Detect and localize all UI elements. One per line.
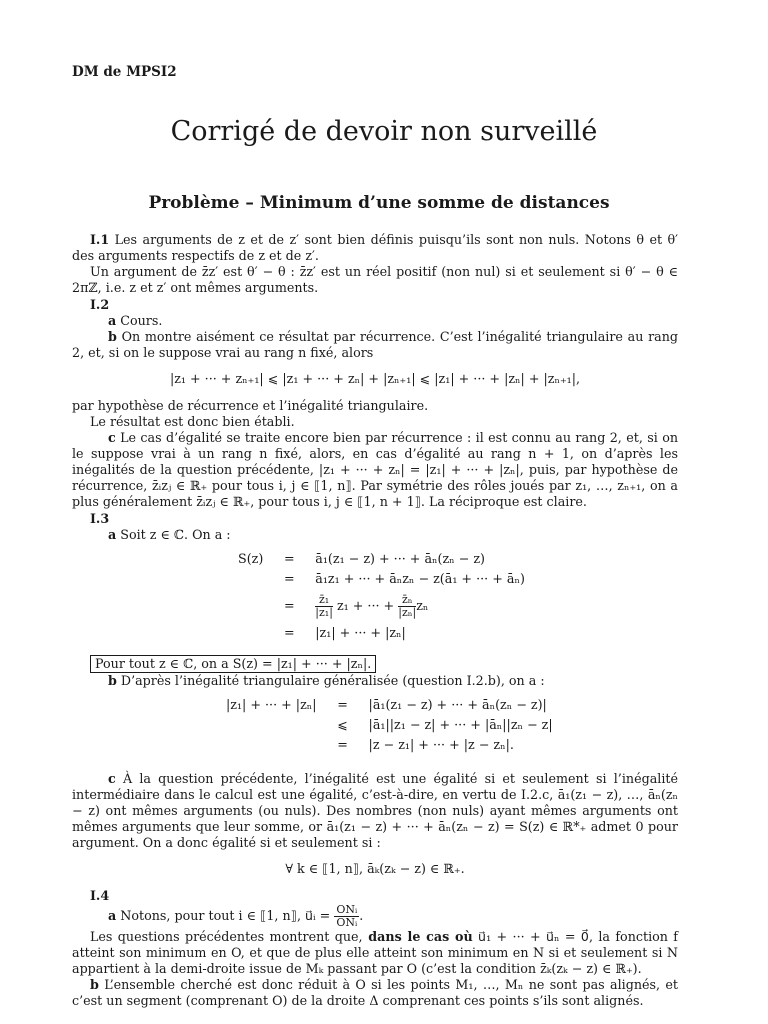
equation-generalized-triangle: |z₁| + ··· + |zₙ| = |ā₁(z₁ − z) + ··· + āₙ(zₙ − z)| ⩽ |ā₁||z₁ − z| + ··· + |āₙ||zₙ − z| = |z − z₁| + ··· + |z − zₙ|. (220, 695, 559, 755)
document-title: Corrigé de devoir non surveillé (170, 116, 598, 147)
eq-s-row1: ā₁(z₁ − z) + ··· + āₙ(zₙ − z) (315, 551, 485, 566)
fraction: $\frac{\text{z̄ₙ}}{\text{|zₙ|}}$ (398, 592, 417, 619)
eq-s-row3: $\frac{\text{z̄₁}}{\text{|z₁|}}$ z₁ + ··· + $\frac{\text{z̄ₙ}}{\text{|zₙ|}}$ zₙ (315, 592, 429, 619)
paragraph-i1: I.1 Les arguments de z et de z′ sont bien définis puisqu’ils sont non nuls. Notons θ et θ′ des arguments respectifs de z et de z′. (72, 232, 678, 263)
eq-s-row2: ā₁z₁ + ··· + āₙzₙ − z(ā₁ + ··· + āₙ) (315, 571, 525, 586)
document-body (72, 232, 678, 1009)
paragraph-i2b-after: par hypothèse de récurrence et l’inégalité triangulaire. (72, 398, 429, 413)
eq-t-lhs: |z₁| + ··· + |zₙ| (226, 697, 317, 712)
section-label-i1: I.1 (90, 232, 110, 247)
eq-t-row2: |ā₁||z₁ − z| + ··· + |āₙ||zₙ − z| (368, 717, 553, 732)
paragraph-i3c: c À la question précédente, l’inégalité est une égalité si et seulement si l’inégalité intermédiaire dans le calcul est une égalité, c’est-à-dire, en vertu de I.2.c, ā₁(z₁ − z), …, āₙ(zₙ − z) ont mêmes arguments (ou nuls). Des nombres (non nuls) ayant mêmes arguments ont mêmes arguments que leur somme, or ā₁(z₁ − z) + ··· + āₙ(zₙ − z) = S(z) ∈ ℝ*₊ admet 0 pour argument. On a donc égalité si et seulement si : (72, 771, 678, 850)
equation-triangle-inequality: |z₁ + ··· + zₙ₊₁| ⩽ |z₁ + ··· + zₙ| + |zₙ₊₁| ⩽ |z₁| + ··· + |zₙ| + |zₙ₊₁|, (169, 371, 581, 386)
fraction: $\frac{\text{z̄₁}}{\text{|z₁|}}$ (315, 592, 333, 619)
paragraph-i4b: b L’ensemble cherché est donc réduit à O si les points M₁, …, Mₙ ne sont pas alignés, et c’est un segment (comprenant O) de la droite Δ comprenant ces points s’ils sont alignés. (72, 977, 678, 1008)
equation-equality-condition: ∀ k ∈ ⟦1, n⟧, āₖ(zₖ − z) ∈ ℝ₊. (285, 861, 465, 876)
paragraph-i2b: b On montre aisément ce résultat par récurrence. C’est l’inégalité triangulaire au rang 2, et, si on le suppose vrai au rang n fixé, alors (72, 329, 678, 360)
paragraph-i2b-conclusion: Le résultat est donc bien établi. (90, 414, 295, 429)
paragraph-i4a: a Notons, pour tout i ∈ ⟦1, n⟧, u⃗ᵢ = $\frac{\text{ONᵢ}}{\text{ONᵢ}}$ . (108, 903, 364, 929)
section-label-i2: I.2 (90, 297, 110, 312)
eq-s-row4: |z₁| + ··· + |zₙ| (315, 625, 406, 640)
problem-title: Problème – Minimum d’une somme de distances (148, 193, 610, 213)
paragraph-i3b: b D’après l’inégalité triangulaire généralisée (question I.2.b), on a : (108, 673, 545, 688)
boxed-result: Pour tout z ∈ ℂ, on a S(z) = |z₁| + ··· + |zₙ|. (90, 655, 376, 673)
section-label-i3: I.3 (90, 511, 110, 526)
eq-t-row3: |z − z₁| + ··· + |z − zₙ|. (368, 737, 514, 752)
eq-s-lhs: S(z) (238, 551, 264, 566)
fraction-unit-vector: $\frac{\text{ONᵢ}}{\text{ONᵢ}}$ (336, 903, 358, 929)
paragraph-i2c: c Le cas d’égalité se traite encore bien par récurrence : il est connu au rang 2, et, si on le suppose vrai à un rang n fixé, alors, en cas d’égalité au rang n + 1, on d’après les inégalités de la question précédente, |z₁ + ··· + zₙ| = |z₁| + ··· + |zₙ|, puis, par hypothèse de récurrence, z̄ᵢzⱼ ∈ ℝ₊ pour tous i, j ∈ ⟦1, n⟧. Par symétrie des rôles joués par z₁, …, zₙ₊₁, on a plus généralement z̄ᵢzⱼ ∈ ℝ₊, pour tous i, j ∈ ⟦1, n + 1⟧. La réciproque est claire. (72, 430, 678, 509)
paragraph-i1-argument: Un argument de z̄z′ est θ′ − θ : z̄z′ est un réel positif (non nul) si et seulement si θ′ − θ ∈ 2πℤ, i.e. z et z′ ont mêmes arguments. (72, 264, 678, 295)
section-label-i4: I.4 (90, 888, 110, 903)
paragraph-i2a: a Cours. (108, 313, 163, 328)
paragraph-i3a: a Soit z ∈ ℂ. On a : (108, 527, 231, 542)
document-header: DM de MPSI2 (72, 64, 177, 80)
paragraph-i4: Les questions précédentes montrent que, dans le cas où u⃗₁ + ··· + u⃗ₙ = 0⃗, la fonction f atteint son minimum en O, et que de plus elle atteint son minimum en N si et seulement si N appartient à la demi-droite issue de Mₖ passant par O (c’est la condition z̄ₖ(zₖ − z) ∈ ℝ₊). (72, 929, 678, 976)
eq-t-row1: |ā₁(z₁ − z) + ··· + āₙ(zₙ − z)| (368, 697, 547, 712)
equation-s-of-z: S(z) = ā₁(z₁ − z) + ··· + āₙ(zₙ − z) = ā₁z₁ + ··· + āₙzₙ − z(ā₁ + ··· + āₙ) = $\frac{\text{z̄₁}}{\text{|z₁|}}$ z₁ + ··· + $\frac{\text{z̄ₙ}}{\text{|zₙ|}}$ zₙ = |z₁| + ··· + |zₙ| (232, 549, 531, 643)
